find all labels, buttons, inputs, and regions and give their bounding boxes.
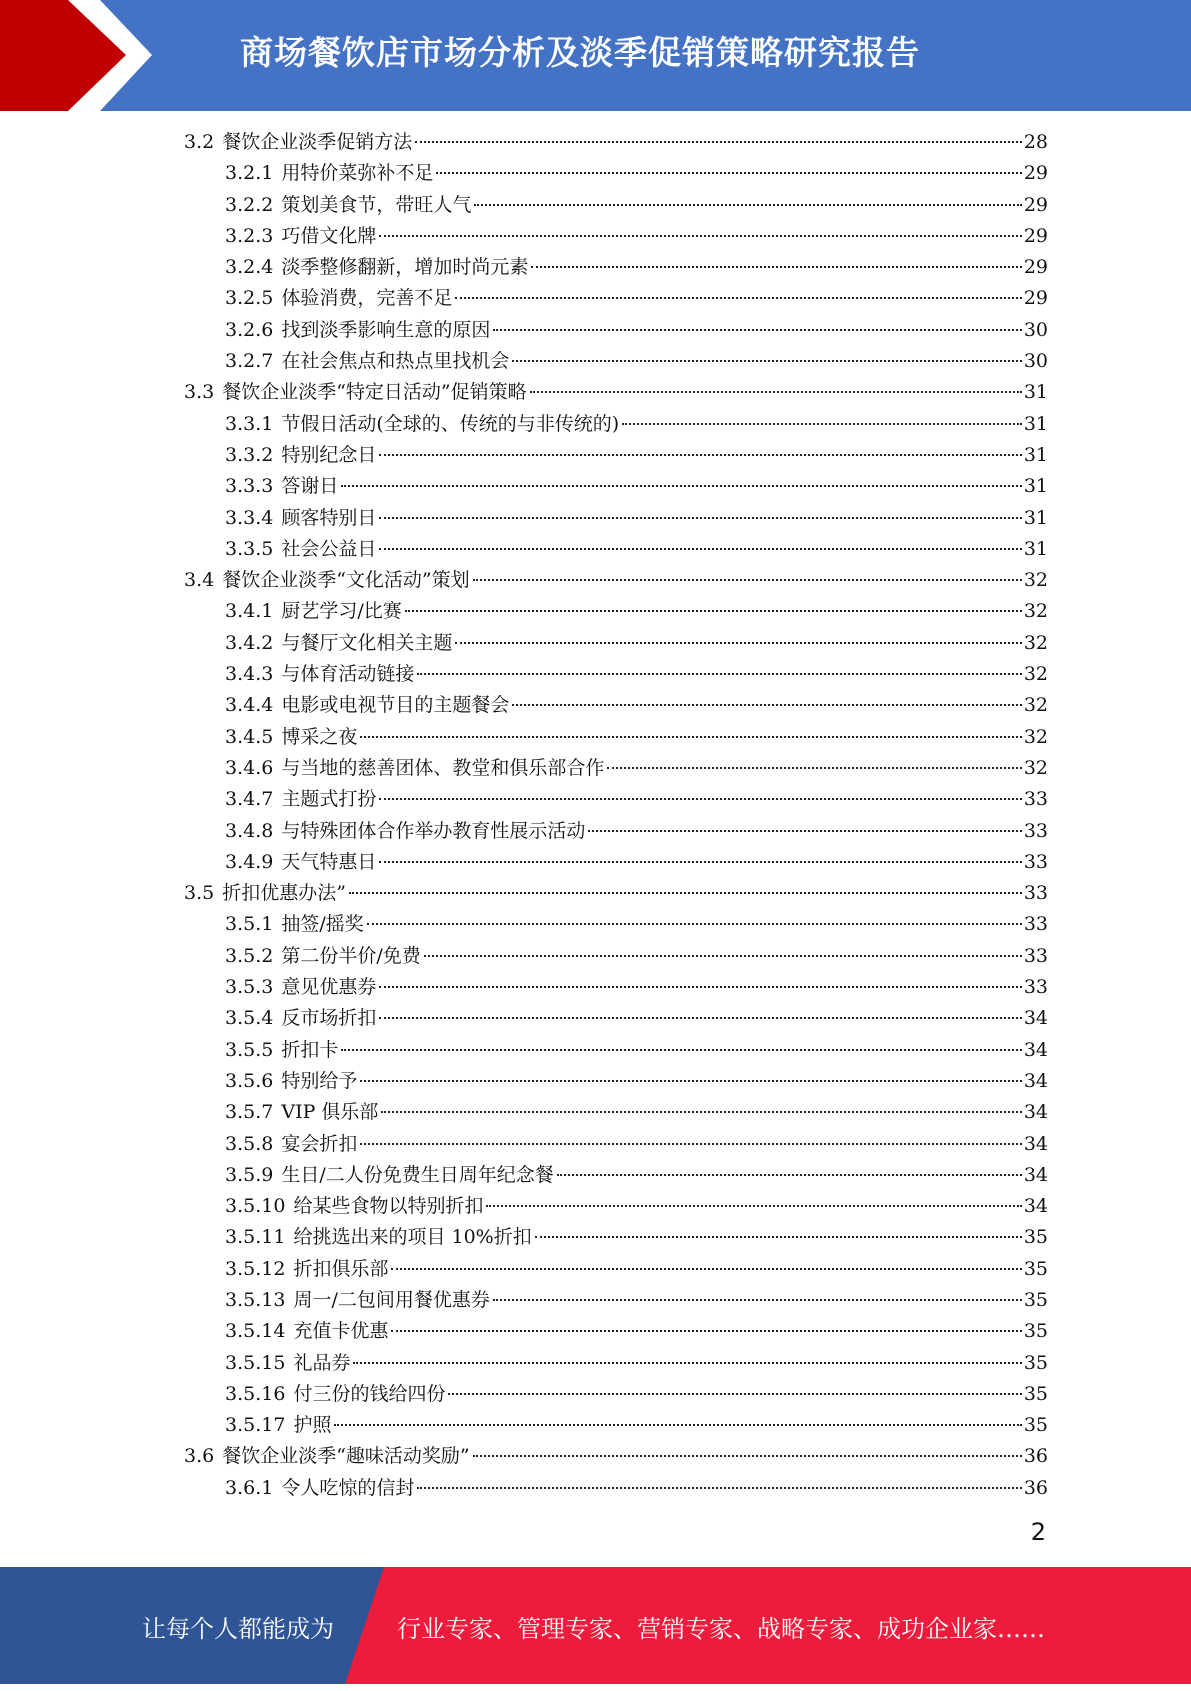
toc-entry-number: 3.2.7: [225, 350, 274, 373]
toc-dot-leader: [360, 1080, 1021, 1082]
toc-dot-leader: [473, 1455, 1022, 1457]
toc-dot-leader: [379, 517, 1021, 519]
toc-dot-leader: [381, 1111, 1021, 1113]
toc-entry-number: 3.5.2: [225, 944, 274, 967]
toc-entry[interactable]: [184, 847, 1048, 878]
toc-entry[interactable]: [184, 252, 1048, 283]
toc-entry-page: 32: [1023, 631, 1048, 654]
toc-entry-number: 3.6: [184, 1445, 215, 1468]
toc-entry[interactable]: [184, 190, 1048, 221]
red-chevron-logo-icon: [0, 0, 160, 111]
toc-entry-page: 29: [1023, 287, 1048, 310]
toc-dot-leader: [557, 1174, 1022, 1176]
toc-entry-title: 抽签/摇奖: [281, 913, 364, 936]
toc-dot-leader: [379, 454, 1021, 456]
toc-entry-page: 36: [1023, 1445, 1048, 1468]
toc-dot-leader: [455, 642, 1021, 644]
toc-entry-page: 34: [1023, 1007, 1048, 1030]
toc-dot-leader: [493, 1299, 1022, 1301]
toc-entry-page: 32: [1023, 725, 1048, 748]
toc-dot-leader: [448, 1393, 1021, 1395]
toc-entry-number: 3.5.14: [225, 1320, 286, 1343]
toc-entry-page: 32: [1023, 600, 1048, 623]
toc-entry[interactable]: [184, 659, 1048, 690]
toc-entry-page: 33: [1023, 913, 1048, 936]
toc-entry-number: 3.5.17: [225, 1414, 286, 1437]
toc-entry-page: 34: [1023, 1038, 1048, 1061]
toc-entry-title: 护照: [293, 1414, 332, 1437]
toc-entry-page: 31: [1023, 475, 1048, 498]
toc-entry-page: 34: [1023, 1132, 1048, 1155]
toc-entry-page: 32: [1023, 756, 1048, 779]
toc-entry-number: 3.2.4: [225, 256, 274, 279]
toc-dot-leader: [367, 923, 1022, 925]
toc-entry-title: 餐饮企业淡季促销方法: [222, 131, 413, 153]
toc-entry-number: 3.5.7: [225, 1101, 274, 1124]
toc-entry-number: 3.2.5: [225, 287, 274, 310]
toc-entry-title: 反市场折扣: [281, 1007, 377, 1030]
table-of-contents: [184, 127, 1048, 1504]
toc-dot-leader: [379, 1017, 1021, 1019]
toc-dot-leader: [531, 266, 1021, 268]
toc-dot-leader: [486, 1205, 1021, 1207]
toc-dot-leader: [379, 861, 1021, 863]
toc-entry-page: 33: [1023, 819, 1048, 842]
toc-entry-number: 3.5.13: [225, 1288, 286, 1311]
toc-entry[interactable]: [184, 909, 1048, 940]
toc-dot-leader: [535, 1236, 1022, 1238]
toc-entry-number: 3.3.2: [225, 443, 274, 466]
toc-entry-page: 35: [1023, 1257, 1048, 1280]
toc-dot-leader: [588, 830, 1021, 832]
toc-entry-page: 35: [1023, 1320, 1048, 1343]
toc-entry-page: 29: [1023, 224, 1048, 247]
toc-dot-leader: [493, 329, 1021, 331]
toc-entry-number: 3.4.8: [225, 819, 274, 842]
toc-entry-title: 意见优惠券: [281, 976, 377, 999]
toc-entry-number: 3.3: [184, 381, 215, 404]
toc-entry[interactable]: [184, 1473, 1048, 1504]
toc-entry-title: 第二份半价/免费: [281, 944, 421, 967]
toc-entry[interactable]: [184, 346, 1048, 377]
toc-entry-page: 33: [1023, 976, 1048, 999]
toc-entry[interactable]: [184, 784, 1048, 815]
toc-entry-title: 电影或电视节目的主题餐会: [281, 694, 510, 717]
toc-dot-leader: [530, 391, 1022, 393]
toc-dot-leader: [417, 1487, 1021, 1489]
toc-entry-page: 29: [1023, 193, 1048, 216]
toc-entry-page: 34: [1023, 1195, 1048, 1218]
toc-entry[interactable]: [184, 1160, 1048, 1191]
toc-entry-page: 33: [1023, 944, 1048, 967]
toc-entry-page: 28: [1023, 131, 1048, 153]
toc-entry-page: 30: [1023, 350, 1048, 373]
toc-dot-leader: [405, 610, 1022, 612]
page-number: 2: [1030, 1518, 1046, 1546]
footer-slogan-right: 行业专家、管理专家、营销专家、战略专家、成功企业家……: [397, 1615, 1045, 1643]
toc-entry-page: 31: [1023, 443, 1048, 466]
toc-entry-title: 给某些食物以特别折扣: [293, 1195, 484, 1218]
toc-entry-title: VIP 俱乐部: [281, 1101, 379, 1124]
toc-entry-page: 35: [1023, 1414, 1048, 1437]
toc-entry[interactable]: [184, 409, 1048, 440]
toc-entry-number: 3.4: [184, 569, 215, 592]
toc-entry[interactable]: [184, 1316, 1048, 1347]
toc-entry-number: 3.4.5: [225, 725, 274, 748]
toc-entry-page: 35: [1023, 1351, 1048, 1374]
toc-entry-title: 折扣优惠办法”: [222, 882, 346, 905]
toc-entry-title: 餐饮企业淡季“特定日活动”促销策略: [222, 381, 527, 404]
toc-entry-title: 天气特惠日: [281, 850, 377, 873]
toc-entry-number: 3.4.6: [225, 756, 274, 779]
toc-entry-number: 3.4.3: [225, 663, 274, 686]
toc-entry-title: 找到淡季影响生意的原因: [281, 318, 491, 341]
toc-entry[interactable]: [184, 690, 1048, 721]
toc-entry-number: 3.4.2: [225, 631, 274, 654]
toc-dot-leader: [474, 204, 1021, 206]
toc-entry-title: 用特价菜弥补不足: [281, 162, 434, 185]
toc-entry-title: 周一/二包间用餐优惠券: [293, 1288, 490, 1311]
toc-entry[interactable]: [184, 878, 1048, 909]
toc-entry-page: 32: [1023, 694, 1048, 717]
toc-entry-number: 3.5: [184, 882, 215, 905]
toc-entry[interactable]: [184, 1254, 1048, 1285]
toc-entry-number: 3.2.6: [225, 318, 274, 341]
toc-dot-leader: [512, 704, 1021, 706]
toc-entry-title: 巧借文化牌: [281, 224, 377, 247]
toc-dot-leader: [379, 798, 1021, 800]
toc-entry[interactable]: [184, 1441, 1048, 1472]
toc-entry-page: 32: [1023, 569, 1048, 592]
toc-entry[interactable]: [184, 816, 1048, 847]
toc-entry[interactable]: [184, 1035, 1048, 1066]
toc-entry[interactable]: [184, 972, 1048, 1003]
toc-entry-page: 35: [1023, 1288, 1048, 1311]
toc-entry[interactable]: [184, 596, 1048, 627]
toc-entry-number: 3.6.1: [225, 1476, 274, 1499]
toc-entry-title: 与当地的慈善团体、教堂和俱乐部合作: [281, 756, 605, 779]
toc-entry[interactable]: [184, 941, 1048, 972]
toc-entry-number: 3.4.7: [225, 788, 274, 811]
toc-entry-page: 31: [1023, 412, 1048, 435]
toc-entry-title: 与体育活动链接: [281, 663, 415, 686]
toc-entry-title: 厨艺学习/比赛: [281, 600, 402, 623]
toc-entry-page: 35: [1023, 1226, 1048, 1249]
toc-entry-title: 礼品券: [293, 1351, 351, 1374]
toc-dot-leader: [379, 235, 1021, 237]
toc-entry-number: 3.3.4: [225, 506, 274, 529]
toc-dot-leader: [391, 1268, 1021, 1270]
toc-entry-number: 3.2.3: [225, 224, 274, 247]
toc-entry-number: 3.4.9: [225, 850, 274, 873]
toc-dot-leader: [415, 141, 1022, 143]
toc-dot-leader: [473, 579, 1022, 581]
toc-entry-number: 3.2: [184, 131, 215, 153]
toc-entry-number: 3.5.16: [225, 1382, 286, 1405]
toc-entry-page: 36: [1023, 1476, 1048, 1499]
toc-entry-page: 32: [1023, 663, 1048, 686]
toc-dot-leader: [424, 955, 1022, 957]
toc-entry-number: 3.5.12: [225, 1257, 286, 1280]
toc-entry-page: 29: [1023, 256, 1048, 279]
toc-entry-title: 餐饮企业淡季“文化活动”策划: [222, 569, 470, 592]
page-title: 商场餐饮店市场分析及淡季促销策略研究报告: [240, 33, 920, 72]
toc-entry[interactable]: [184, 1066, 1048, 1097]
toc-entry-page: 30: [1023, 318, 1048, 341]
toc-dot-leader: [379, 548, 1021, 550]
toc-dot-leader: [607, 767, 1021, 769]
toc-entry-number: 3.2.1: [225, 162, 274, 185]
footer-slogan-left: 让每个人都能成为: [142, 1615, 334, 1643]
toc-entry-page: 34: [1023, 1069, 1048, 1092]
toc-entry[interactable]: [184, 221, 1048, 252]
toc-entry-title: 与餐厅文化相关主题: [281, 631, 453, 654]
toc-entry-title: 宴会折扣: [281, 1132, 358, 1155]
toc-entry-title: 顾客特别日: [281, 506, 377, 529]
toc-dot-leader: [341, 485, 1021, 487]
toc-entry-number: 3.3.5: [225, 537, 274, 560]
toc-entry-page: 35: [1023, 1382, 1048, 1405]
toc-entry-page: 33: [1023, 788, 1048, 811]
toc-entry-title: 特别给予: [281, 1069, 358, 1092]
toc-entry[interactable]: [184, 471, 1048, 502]
toc-dot-leader: [360, 736, 1021, 738]
toc-entry[interactable]: [184, 565, 1048, 596]
toc-entry-number: 3.5.5: [225, 1038, 274, 1061]
toc-entry-number: 3.5.15: [225, 1351, 286, 1374]
toc-dot-leader: [334, 1424, 1021, 1426]
toc-entry-page: 31: [1023, 506, 1048, 529]
toc-dot-leader: [379, 986, 1021, 988]
toc-entry-number: 3.4.4: [225, 694, 274, 717]
toc-entry-number: 3.5.1: [225, 913, 274, 936]
toc-entry[interactable]: [184, 1097, 1048, 1128]
toc-entry[interactable]: [184, 1129, 1048, 1160]
toc-entry-title: 博采之夜: [281, 725, 358, 748]
toc-entry-number: 3.5.10: [225, 1195, 286, 1218]
toc-entry-title: 淡季整修翻新，增加时尚元素: [281, 256, 529, 279]
toc-dot-leader: [417, 673, 1021, 675]
toc-entry-title: 付三份的钱给四份: [293, 1382, 446, 1405]
toc-entry[interactable]: [184, 127, 1048, 158]
toc-entry[interactable]: [184, 753, 1048, 784]
toc-entry-number: 3.4.1: [225, 600, 274, 623]
toc-entry-title: 社会公益日: [281, 537, 377, 560]
toc-entry-number: 3.5.3: [225, 976, 274, 999]
toc-entry[interactable]: [184, 440, 1048, 471]
toc-entry[interactable]: [184, 1222, 1048, 1253]
toc-dot-leader: [455, 297, 1021, 299]
toc-entry[interactable]: [184, 503, 1048, 534]
toc-entry-title: 策划美食节，带旺人气: [281, 193, 472, 216]
toc-entry[interactable]: [184, 1348, 1048, 1379]
toc-entry[interactable]: [184, 1285, 1048, 1316]
toc-entry-number: 3.2.2: [225, 193, 274, 216]
toc-entry-page: 33: [1023, 850, 1048, 873]
toc-entry[interactable]: [184, 377, 1048, 408]
toc-entry-page: 34: [1023, 1101, 1048, 1124]
toc-entry-title: 餐饮企业淡季“趣味活动奖励”: [222, 1445, 470, 1468]
toc-entry-number: 3.5.6: [225, 1069, 274, 1092]
toc-entry-number: 3.5.9: [225, 1163, 274, 1186]
toc-entry-title: 折扣俱乐部: [293, 1257, 389, 1280]
toc-entry-page: 29: [1023, 162, 1048, 185]
toc-dot-leader: [353, 1362, 1021, 1364]
toc-entry[interactable]: [184, 283, 1048, 314]
toc-entry-page: 31: [1023, 537, 1048, 560]
toc-entry-number: 3.3.1: [225, 412, 274, 435]
toc-entry-page: 31: [1023, 381, 1048, 404]
toc-dot-leader: [512, 360, 1021, 362]
toc-entry-title: 节假日活动(全球的、传统的与非传统的): [281, 412, 620, 435]
toc-dot-leader: [341, 1049, 1021, 1051]
page-header: [0, 0, 1191, 111]
toc-dot-leader: [622, 423, 1022, 425]
toc-entry-title: 特别纪念日: [281, 443, 377, 466]
toc-entry-page: 34: [1023, 1163, 1048, 1186]
toc-entry-title: 充值卡优惠: [293, 1320, 389, 1343]
toc-entry-number: 3.5.4: [225, 1007, 274, 1030]
toc-entry-number: 3.5.8: [225, 1132, 274, 1155]
toc-entry[interactable]: [184, 1379, 1048, 1410]
toc-entry[interactable]: [184, 534, 1048, 565]
page-footer: [0, 1567, 1191, 1684]
toc-entry-title: 答谢日: [281, 475, 339, 498]
toc-entry-title: 主题式打扮: [281, 788, 377, 811]
toc-entry[interactable]: [184, 158, 1048, 189]
toc-entry-title: 给挑选出来的项目 10%折扣: [293, 1226, 532, 1249]
toc-dot-leader: [436, 172, 1021, 174]
toc-entry[interactable]: [184, 722, 1048, 753]
toc-entry-page: 33: [1023, 882, 1048, 905]
toc-entry[interactable]: [184, 628, 1048, 659]
toc-dot-leader: [391, 1330, 1021, 1332]
toc-entry[interactable]: [184, 1410, 1048, 1441]
toc-dot-leader: [349, 892, 1022, 894]
toc-dot-leader: [360, 1143, 1021, 1145]
toc-entry[interactable]: [184, 1003, 1048, 1034]
toc-entry-title: 在社会焦点和热点里找机会: [281, 350, 510, 373]
toc-entry-number: 3.3.3: [225, 475, 274, 498]
toc-entry-title: 令人吃惊的信封: [281, 1476, 415, 1499]
toc-entry-title: 折扣卡: [281, 1038, 339, 1061]
toc-entry[interactable]: [184, 1191, 1048, 1222]
toc-entry[interactable]: [184, 315, 1048, 346]
toc-entry-title: 生日/二人份免费生日周年纪念餐: [281, 1163, 554, 1186]
toc-entry-title: 与特殊团体合作举办教育性展示活动: [281, 819, 586, 842]
toc-entry-title: 体验消费，完善不足: [281, 287, 453, 310]
toc-entry-number: 3.5.11: [225, 1226, 286, 1249]
